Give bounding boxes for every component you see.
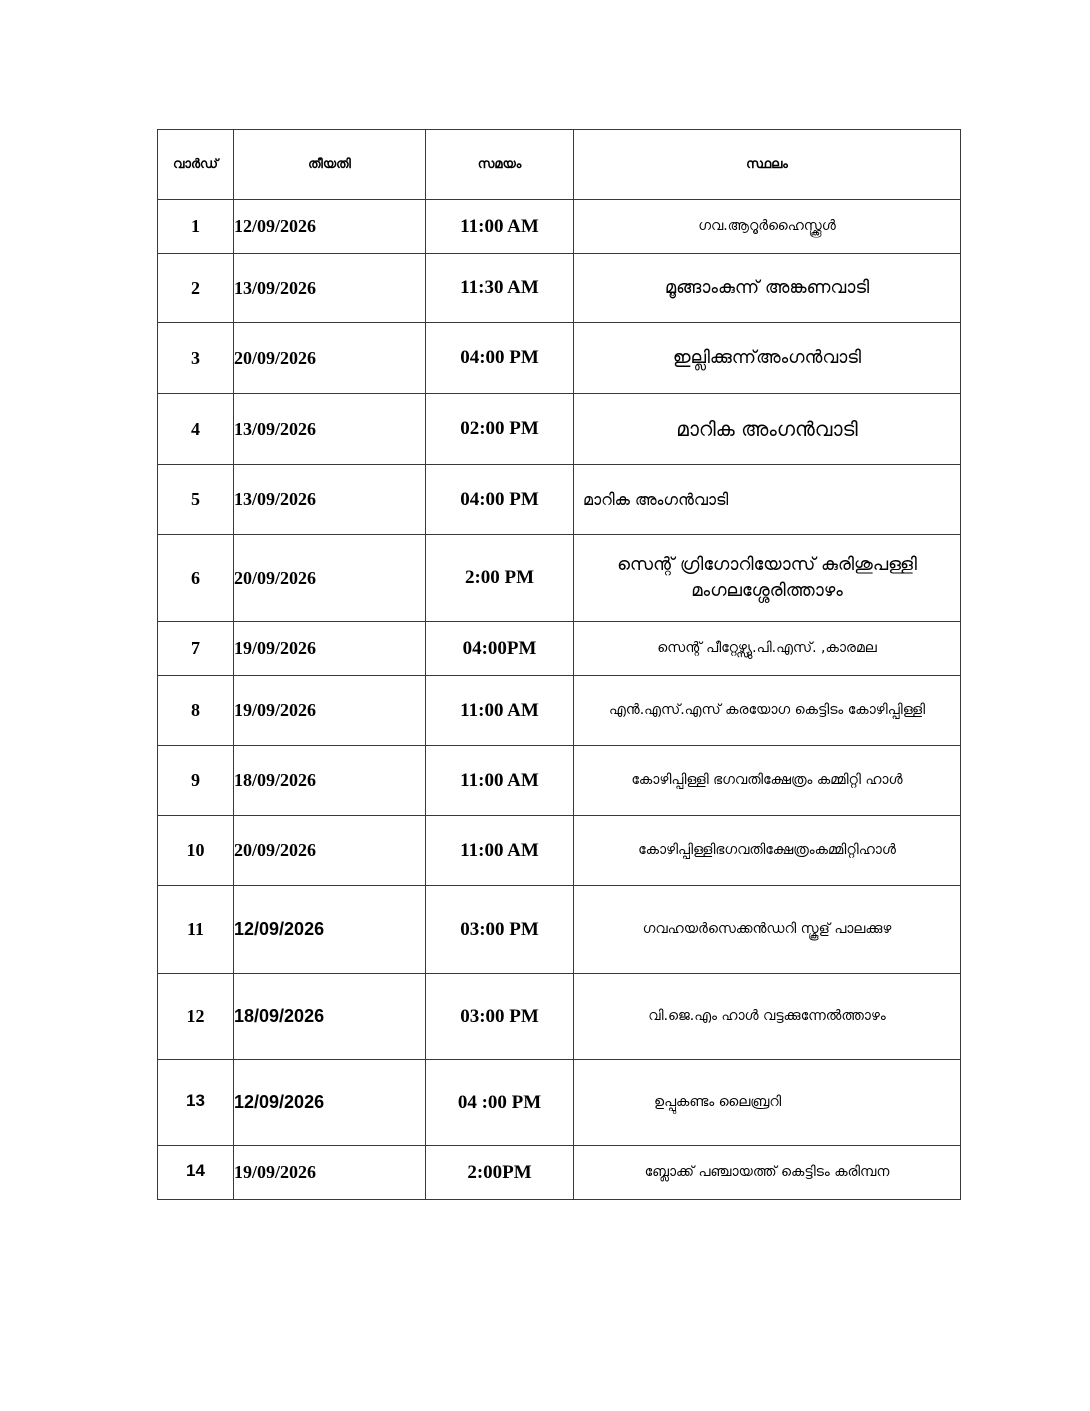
meeting-place: ഗവ.ആറൂർഹൈസ്ക്കൂൾ — [574, 200, 961, 254]
table-row — [158, 676, 961, 746]
meeting-place: എൻ.എസ്.എസ് കരയോഗ കെട്ടിടം കോഴിപ്പിള്ളി — [574, 676, 961, 746]
meeting-date: 19/09/2026 — [234, 676, 426, 746]
meeting-time: 2:00 PM — [426, 535, 574, 622]
table-row — [158, 254, 961, 323]
meeting-place: ഗവഹയർസെക്കൻഡറി സ്കൂള് പാലക്കുഴ — [574, 886, 961, 974]
meeting-time: 03:00 PM — [426, 886, 574, 974]
ward-number: 3 — [158, 323, 234, 394]
ward-number: 10 — [158, 816, 234, 886]
meeting-date: 13/09/2026 — [234, 394, 426, 465]
ward-number: 8 — [158, 676, 234, 746]
schedule-sheet — [157, 129, 960, 1200]
table-header-row — [158, 130, 961, 200]
table-row — [158, 200, 961, 254]
meeting-place: മാറിക അംഗൻവാടി — [574, 394, 961, 465]
meeting-date: 18/09/2026 — [234, 974, 426, 1060]
meeting-time: 11:30 AM — [426, 254, 574, 323]
meeting-time: 11:00 AM — [426, 676, 574, 746]
meeting-time: 04:00 PM — [426, 323, 574, 394]
meeting-place: സെന്റ് പീറ്റേഴ്സ്യു.പി.എസ്. ,കാരമല — [574, 622, 961, 676]
table-row — [158, 323, 961, 394]
meeting-place: കോഴിപ്പിള്ളി ഭഗവതിക്ഷേത്രം കമ്മിറ്റി ഹാൾ — [574, 746, 961, 816]
meeting-time: 11:00 AM — [426, 816, 574, 886]
meeting-date: 13/09/2026 — [234, 254, 426, 323]
ward-number: 1 — [158, 200, 234, 254]
table-row — [158, 1060, 961, 1146]
meeting-time: 03:00 PM — [426, 974, 574, 1060]
meeting-place: കോഴിപ്പിള്ളിഭഗവതിക്ഷേത്രംകമ്മിറ്റിഹാൾ — [574, 816, 961, 886]
meeting-time: 11:00 AM — [426, 200, 574, 254]
meeting-date: 18/09/2026 — [234, 746, 426, 816]
meeting-time: 04 :00 PM — [426, 1060, 574, 1146]
meeting-date: 20/09/2026 — [234, 816, 426, 886]
ward-schedule-table — [157, 129, 961, 1200]
table-row — [158, 622, 961, 676]
table-row — [158, 816, 961, 886]
meeting-time: 2:00PM — [426, 1146, 574, 1200]
ward-number: 5 — [158, 465, 234, 535]
ward-number: 14 — [158, 1144, 234, 1198]
meeting-place: ഇല്ലിക്കുന്ന്അംഗൻവാടി — [574, 323, 961, 394]
ward-number: 7 — [158, 622, 234, 676]
ward-number: 9 — [158, 746, 234, 816]
table-row — [158, 394, 961, 465]
meeting-time: 04:00 PM — [426, 465, 574, 535]
ward-number: 13 — [158, 1058, 234, 1144]
ward-number: 6 — [158, 535, 234, 622]
table-row — [158, 886, 961, 974]
meeting-date: 12/09/2026 — [234, 886, 426, 974]
meeting-place: മൂങ്ങാംകുന്ന് അങ്കണവാടി — [574, 254, 961, 323]
meeting-place: മാറിക അംഗൻവാടി — [574, 465, 961, 535]
header-time: സമയം — [426, 130, 574, 200]
table-row — [158, 465, 961, 535]
ward-number: 11 — [158, 886, 234, 974]
table-row — [158, 974, 961, 1060]
meeting-place: ബ്ലോക്ക് പഞ്ചായത്ത് കെട്ടിടം കരിമ്പന — [574, 1146, 961, 1200]
table-row — [158, 746, 961, 816]
meeting-time: 11:00 AM — [426, 746, 574, 816]
meeting-place: വി.ജെ.എം ഹാൾ വട്ടക്കുന്നേൽത്താഴം — [574, 974, 961, 1060]
ward-number: 2 — [158, 254, 234, 323]
header-place: സ്ഥലം — [574, 130, 961, 200]
meeting-place: ഉപ്പുകണ്ടം ലൈബ്രറി — [574, 1060, 961, 1146]
meeting-date: 12/09/2026 — [234, 1060, 426, 1146]
meeting-date: 12/09/2026 — [234, 200, 426, 254]
header-date: തീയതി — [234, 130, 426, 200]
table-row — [158, 535, 961, 622]
meeting-date: 20/09/2026 — [234, 535, 426, 622]
header-ward: വാർഡ് — [158, 130, 234, 200]
meeting-date: 20/09/2026 — [234, 323, 426, 394]
meeting-time: 02:00 PM — [426, 394, 574, 465]
ward-number: 4 — [158, 394, 234, 465]
ward-number: 12 — [158, 974, 234, 1060]
meeting-place — [574, 535, 961, 622]
meeting-time: 04:00PM — [426, 622, 574, 676]
meeting-place-line-1: സെന്റ് ഗ്രിഗോറിയോസ് കുരിശുപള്ളി — [617, 553, 917, 575]
table-row — [158, 1146, 961, 1200]
meeting-date: 13/09/2026 — [234, 465, 426, 535]
meeting-date: 19/09/2026 — [234, 1146, 426, 1200]
meeting-place-line-2: മംഗലശ്ശേരിത്താഴം — [691, 580, 843, 601]
meeting-date: 19/09/2026 — [234, 622, 426, 676]
